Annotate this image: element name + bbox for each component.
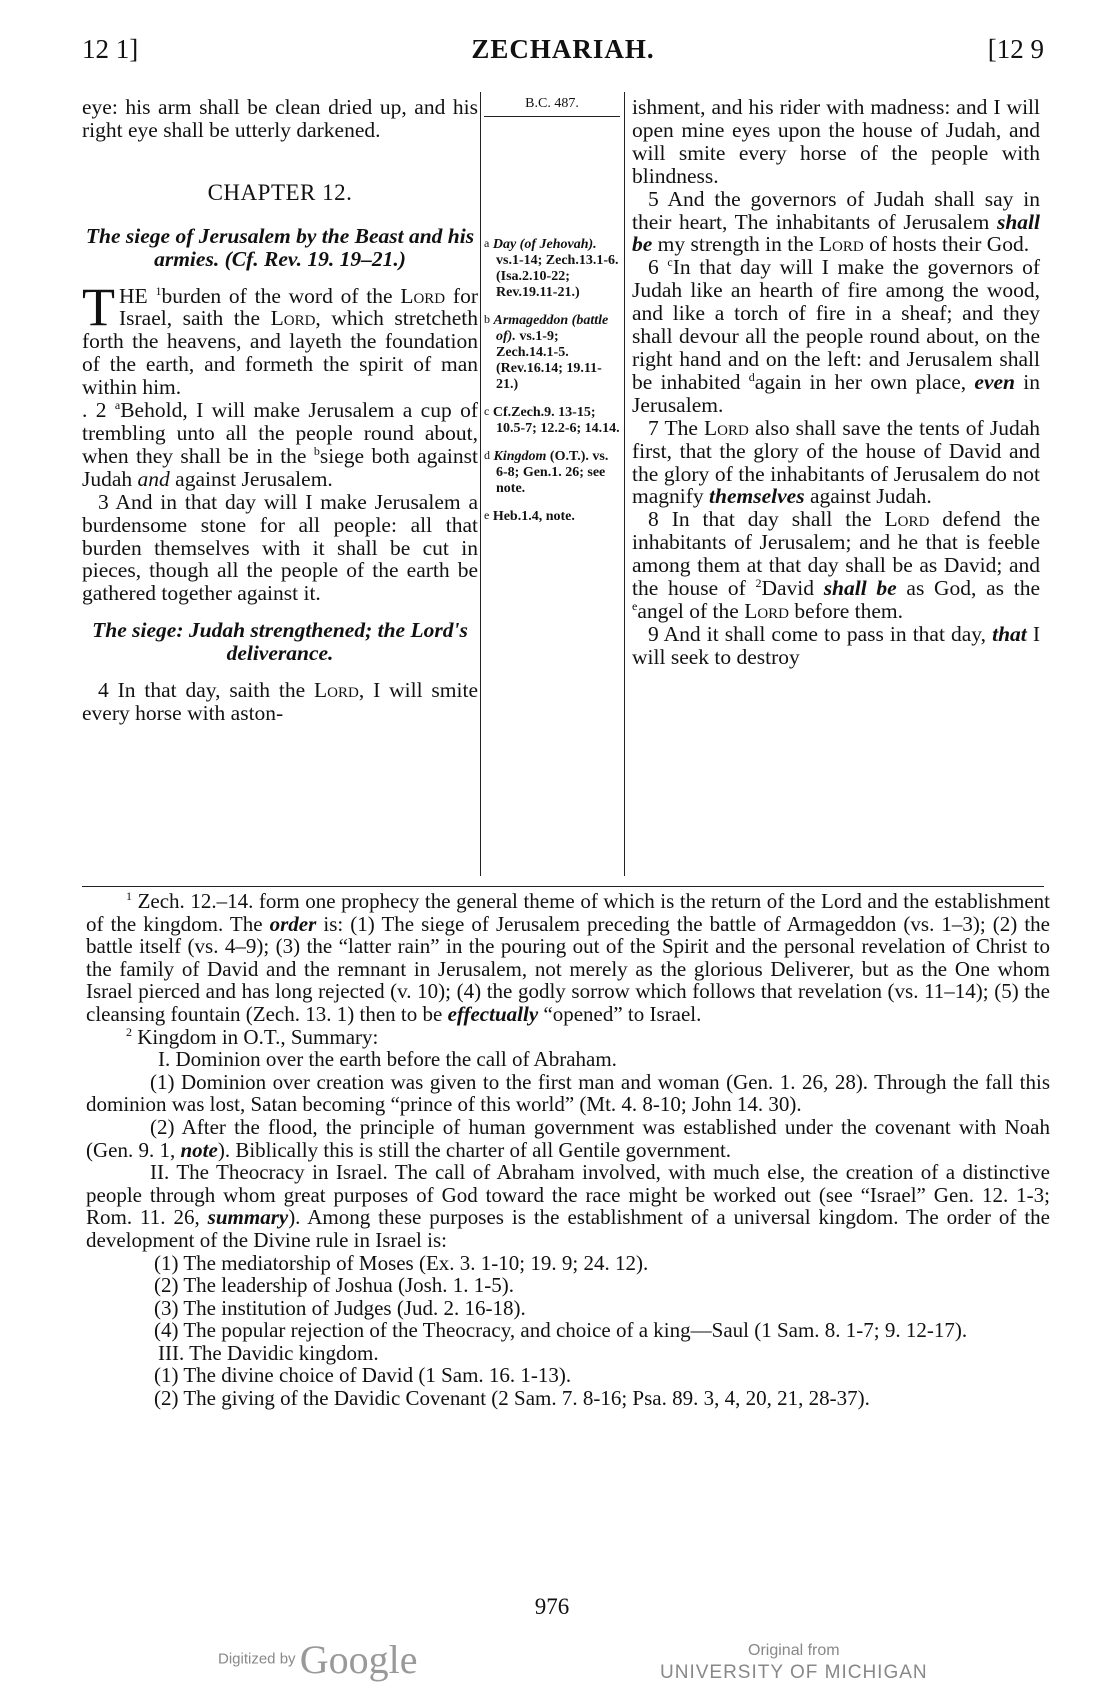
chapter-heading: CHAPTER 12. bbox=[207, 179, 353, 205]
date-note: B.C. 487. bbox=[484, 96, 620, 117]
verse-7: 7 The Lord also shall save the tents of Judah first, that the glory of the house of David and the glory of the inhabitants of Jerusalem do not magnify themselves against Judah. bbox=[632, 415, 1040, 509]
verse-8: 8 In that day shall the Lord defend the inhabitants of Jerusalem; and he that is feeble among them at that day shall be as David; and the house of $^2$David shall be as God, as the $^e$angel of the Lord before them. bbox=[632, 507, 1040, 623]
verse-3: 3 And in that day will I make Jerusalem a burdensome stone for all people: all that burden themselves with it shall be cut in pieces, though all the people of the earth be gathered together against it. bbox=[82, 489, 478, 606]
summary-item: (1) The mediatorship of Moses (Ex. 3. 1-10; 19. 9; 24. 12). bbox=[154, 1250, 649, 1275]
continued-verse: ishment, and his rider with madness: and I will open mine eyes upon the house of Judah, and will smite every horse of the people with blindness. bbox=[632, 95, 1040, 188]
verse-9: 9 And it shall come to pass in that day, that I will seek to destroy bbox=[632, 621, 1040, 669]
summary-item: (3) The institution of Judges (Jud. 2. 16-18). bbox=[154, 1295, 526, 1320]
summary-section-1: I. Dominion over the earth before the call of Abraham. bbox=[158, 1047, 617, 1072]
summary-section-3: III. The Davidic kingdom. bbox=[158, 1340, 379, 1365]
verse-6: 6 $^c$In that day will I make the governors of Judah like an hearth of fire among the wood, and like a torch of fire in a sheaf; and they shall devour all the people round about, on the right hand and on the left: and Jerusalem shall be inhabited $^d$again in her own place, even in Jerusalem. bbox=[632, 255, 1041, 417]
column-rule bbox=[480, 92, 481, 876]
source-watermark: Original from UNIVERSITY OF MICHIGAN bbox=[660, 1642, 928, 1683]
page-number: 976 bbox=[534, 1594, 570, 1619]
left-column bbox=[82, 96, 478, 725]
summary-section-2: II. The Theocracy in Israel. The call of Abraham involved, with much else, the creation of a distinctive people through whom great purposes of God toward the race might be worked out (see “Israel” Gen. 12. 1-3; Rom. 11. 26, summary). Among these purposes is the establishment of a universal kingdom. The order of the development of the Divine rule in Israel is: bbox=[86, 1160, 1050, 1252]
margin-ref-d: $^d$ Kingdom (O.T.). vs. 6-8; Gen.1. 26; see note. bbox=[484, 448, 609, 496]
footnotes bbox=[86, 890, 1050, 1410]
footnote-rule bbox=[82, 886, 1044, 887]
summary-item: (2) The leadership of Joshua (Josh. 1. 1-5). bbox=[154, 1273, 515, 1298]
margin-ref-e: $^e$ Heb.1.4, note. bbox=[484, 508, 575, 524]
right-column bbox=[632, 96, 1040, 669]
column-rule bbox=[624, 92, 625, 876]
verse-2: . 2 $^a$Behold, I will make Jerusalem a cup of trembling unto all the people round about, when they shall be in the $^b$siege both against Judah and against Jerusalem. bbox=[82, 398, 478, 491]
verse-5: 5 And the governors of Judah shall say in their heart, The inhabitants of Jerusalem shall be my strength in the Lord of hosts their God. bbox=[632, 186, 1040, 257]
summary-item: (1) The divine choice of David (1 Sam. 16. 1-13). bbox=[154, 1363, 572, 1388]
digitized-by-watermark: Digitized by Google bbox=[218, 1637, 418, 1682]
note-ref: 1 bbox=[155, 283, 162, 298]
summary-item: (2) The giving of the Davidic Covenant (2 Sam. 7. 8-16; Psa. 89. 3, 4, 20, 21, 28-37). bbox=[154, 1386, 870, 1411]
section-heading: The siege of Jerusalem by the Beast and his armies. (Cf. Rev. 19. 19–21.) bbox=[85, 223, 475, 271]
header-right-ref: [12 9 bbox=[987, 34, 1044, 64]
summary-item: (1) Dominion over creation was given to the first man and woman (Gen. 1. 26, 28). Through the fall this dominion was lost, Satan becoming “prince of this world” (Mt. 4. 8-10; John 14. 30). bbox=[86, 1069, 1050, 1117]
google-logo: Google bbox=[299, 1637, 418, 1682]
footnote-2-title: $^2$ Kingdom in O.T., Summary: bbox=[126, 1024, 379, 1049]
book-title: ZECHARIAH. bbox=[471, 34, 655, 64]
summary-item: (2) After the flood, the principle of human government was established under the covenant with Noah (Gen. 9. 1, note). Biblically this is still the charter of all Gentile government. bbox=[86, 1114, 1050, 1162]
continued-verse: eye: his arm shall be clean dried up, and his right eye shall be utterly darkened. bbox=[82, 95, 478, 142]
summary-item: (4) The popular rejection of the Theocracy, and choice of a king—Saul (1 Sam. 8. 1-7; 9. 12-17). bbox=[154, 1318, 968, 1343]
verse-4: 4 In that day, saith the Lord, I will smite every horse with aston- bbox=[82, 678, 478, 725]
margin-ref-a: $^a$ Day (of Jehovah). vs.1-14; Zech.13.1-6. (Isa.2.10-22; Rev.19.11-21.) bbox=[484, 236, 619, 300]
header-left-ref: 12 1] bbox=[82, 34, 139, 64]
margin-ref-c: $^c$ Cf.Zech.9. 13-15; 10.5-7; 12.2-6; 14.14. bbox=[484, 404, 620, 436]
section-heading: The siege: Judah strengthened; the Lord's deliverance. bbox=[92, 618, 468, 666]
margin-references bbox=[484, 96, 620, 537]
ref-marker: b bbox=[313, 443, 320, 458]
footnote-1: $^1$ Zech. 12.–14. form one prophecy the general theme of which is the return of the Lord and the establishment of the kingdom. The order is: (1) The siege of Jerusalem preceding the battle of Armageddon (vs. 1–3); (2) the battle itself (vs. 4–9); (3) the “latter rain” in the pouring out of the Spirit and the personal revelation of Christ to the family of David and the remnant in Jerusalem, not merely as the glorious Deliverer, but as the One whom Israel pierced and has long rejected (v. 10); (4) the godly sorrow which follows that revelation (vs. 11–14); (5) the cleansing fountain (Zech. 13. 1) then to be effectually “opened” to Israel. bbox=[86, 889, 1050, 1026]
running-header bbox=[82, 34, 1044, 74]
ref-marker: a bbox=[114, 398, 121, 413]
verse-1: THE $^1$burden of the word of the Lord for Israel, saith the Lord, which stretcheth forth the heavens, and layeth the foundation of the earth, and formeth the spirit of man within him. bbox=[82, 276, 478, 400]
margin-ref-b: $^b$ Armageddon (battle of). vs.1-9; Zech.14.1-5. (Rev.16.14; 19.11-21.) bbox=[484, 312, 609, 392]
drop-cap: T bbox=[82, 276, 115, 337]
